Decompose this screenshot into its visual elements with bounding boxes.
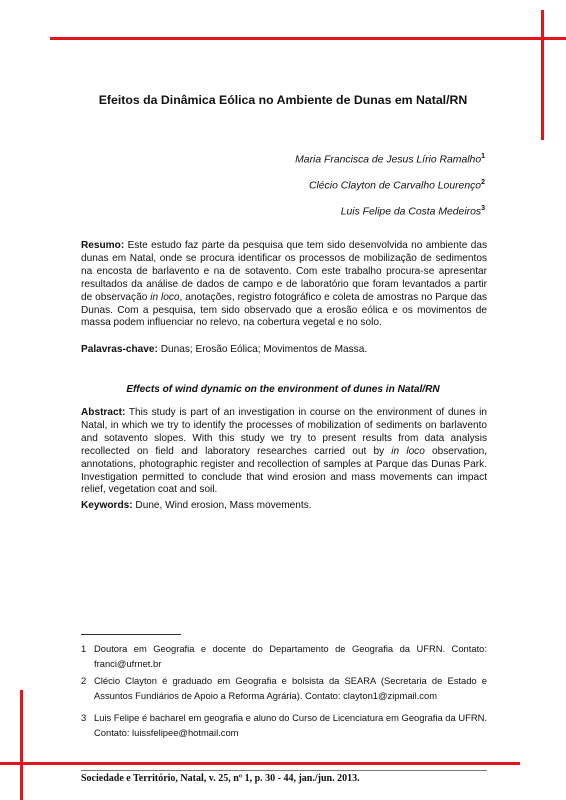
palavras-chave-label: Palavras-chave: (81, 344, 158, 355)
red-rule-bottom (0, 762, 520, 765)
footnote-1: 1 Doutora em Geografia e docente do Departamento de Geografia da UFRN. Contato: franci@ufrnet.br (81, 643, 487, 669)
journal-footer: Sociedade e Território, Natal, v. 25, nº 1, p. 30 - 44, jan./jun. 2013. (81, 773, 360, 784)
abstract-label: Abstract: (81, 407, 126, 418)
english-title: Effects of wind dynamic on the environment of dunes in Natal/RN (126, 384, 440, 395)
paper-title: Efeitos da Dinâmica Eólica no Ambiente de Dunas em Natal/RN (98, 93, 468, 107)
footnote-3: 3 Luis Felipe é bacharel em geografia e aluno do Curso de Licenciatura em Geografia da UFRN. Contato: luissfelipee@hotmail.com (81, 712, 487, 738)
red-rule-top (50, 37, 566, 40)
author-list (165, 146, 485, 224)
abstract-paragraph: Abstract: This study is part of an investigation in course on the environment of dunes in Natal, in which we try to identify the processes of mobilization of sediments on barlavento and sotavento slopes. With this study we try to present results from data analysis recollected on field and laboratory researches carried out by in loco observation, annotations, photographic register and recollection of samples at Parque das Dunas Park. Investigation permitted to conclude that wind erosion and mass movements can impact relief, vegetation coat and soil. (81, 407, 488, 496)
keywords-label: Keywords: (81, 500, 133, 511)
journal-footer-rule (81, 770, 487, 771)
resumo-label: Resumo: (81, 240, 125, 251)
red-rule-left-vertical (20, 690, 23, 800)
resumo-paragraph: Resumo: Este estudo faz parte da pesquisa que tem sido desenvolvida no ambiente das dunas em Natal, onde se procura identificar os processos de mobilização de sedimentos na encosta de barlavento e na de sotavento. Com este trabalho procura-se apresentar resultados da análise de dados de campo e de laboratório que foram levantados a partir de observação in loco, anotações, registro fotográfico e coleta de amostras no Parque das Dunas. Com a pesquisa, tem sido observado que a erosão eólica e os movimentos de massa podem influenciar no relevo, na cobertura vegetal e no solo. (81, 240, 487, 329)
author-3: Luis Felipe da Costa Medeiros$^3$ (340, 204, 485, 218)
footnote-2: 2 Clécio Clayton é graduado em Geografia e bolsista da SEARA (Secretaria de Estado e Assuntos Fundiários de Apoio a Reforma Agrária). Contato: clayton1@zipmail.com (81, 675, 487, 701)
footnote-separator (81, 634, 181, 635)
author-1: Maria Francisca de Jesus Lírio Ramalho$^1$ (295, 153, 485, 166)
palavras-chave: Palavras-chave: Dunas; Erosão Eólica; Movimentos de Massa. (81, 344, 368, 355)
keywords: Keywords: Dune, Wind erosion, Mass movements. (81, 500, 312, 511)
red-rule-right-vertical (541, 10, 544, 140)
author-2: Clécio Clayton de Carvalho Lourenço$^2$ (308, 178, 485, 192)
